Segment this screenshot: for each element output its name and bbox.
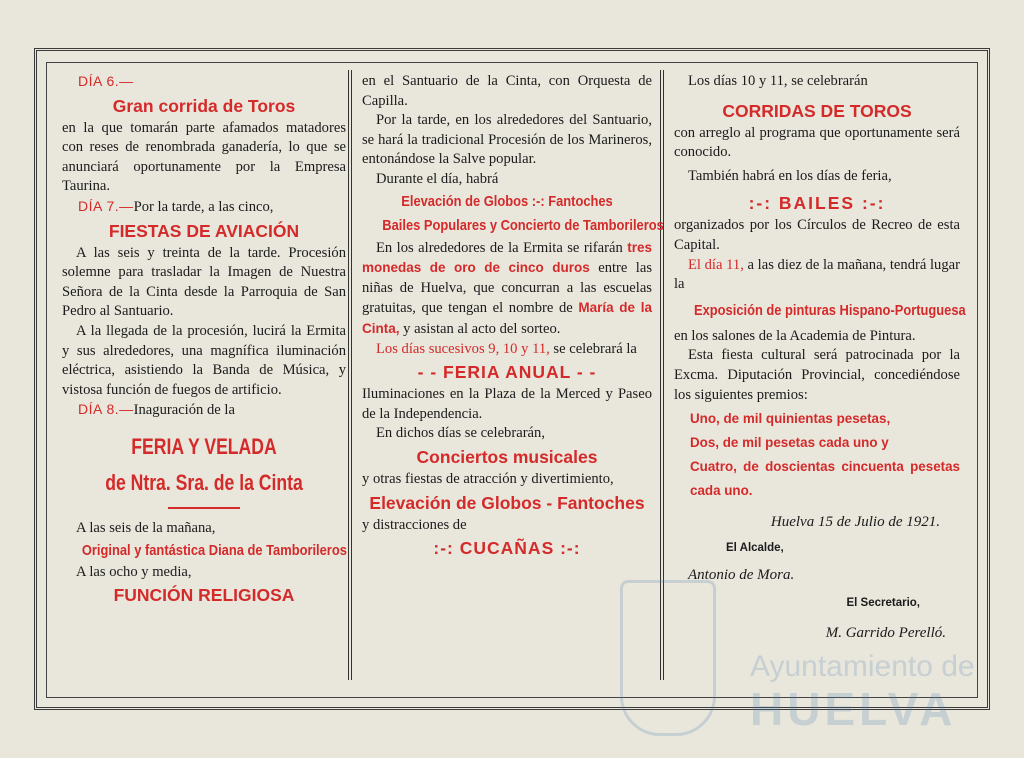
paragraph: Iluminaciones en la Plaza de la Merced y Paseo de la Independencia. [362,386,652,422]
paragraph: A las seis de la mañana, [76,519,216,536]
heading-funcion-religiosa: FUNCIÓN RELIGIOSA [113,585,295,606]
alcalde-label: El Alcalde, [726,541,784,554]
text: En los alrededores de la Ermita se rifarán [376,239,623,256]
heading-diana: Original y fantástica Diana de Tamborileros [81,541,347,559]
paragraph: con arreglo al programa que oportunamente será conocido. [674,124,960,161]
column-2 [362,72,664,561]
heading-feria-velada: FERIA Y VELADA [131,433,277,459]
prize-2: Dos, de mil pesetas cada uno y [690,435,889,451]
column-1 [62,72,346,608]
heading-feria-anual: - - FERIA ANUAL - - [417,362,597,383]
heading-bailes: :-: BAILES :-: [748,193,886,214]
paragraph: Por la tarde, en los alrededores del Santuario, se hará la tradicional Procesión de los Marineros, entonándose la Salve popular. [362,112,652,168]
text: se celebrará la [553,340,637,357]
highlight-dias: Los días sucesivos 9, 10 y 11, [376,340,550,357]
alcalde-signature: Antonio de Mora. [688,567,795,584]
red-divider [168,507,240,509]
paragraph: Durante el día, habrá [376,170,499,187]
paragraph: A las seis y treinta de la tarde. Procesión solemne para trasladar la Imagen de Nuestra Señora de la Cinta desde la Parroquia de San Pedro al Santuario. [62,244,346,320]
heading-cucanas: :-: CUCAÑAS :-: [433,538,581,559]
heading-corridas-toros: CORRIDAS DE TOROS [722,100,912,121]
text: a las diez de la mañana, tendrá lugar la [674,256,960,293]
heading-elevacion-fantoches: Elevación de Globos - Fantoches [369,492,645,513]
paragraph: A las ocho y media, [76,563,192,580]
column-separator [348,70,352,680]
day-label: DÍA 6.— [78,73,134,89]
prize-3: Cuatro, de doscientas cincuenta pesetas cada uno. [690,459,960,499]
paragraph: en los salones de la Academia de Pintura. [674,327,916,344]
day-label: DÍA 7.— [78,197,134,214]
paragraph: También habrá en los días de feria, [688,167,892,184]
text: y asistan al acto del sorteo. [403,320,561,337]
highlight-monedas: tres monedas de oro de cinco duros [362,239,652,276]
heading-exposicion: Exposición de pinturas Hispano-Portuguesa [694,301,966,319]
highlight-dia-11: El día 11, [688,256,744,273]
text: entre las niñas de Huelva, que concurran a las escuelas gratuitas, que tengan el nombre de [362,260,652,317]
heading-conciertos: Conciertos musicales [416,446,598,467]
paragraph: En dichos días se celebrarán, [376,425,545,442]
paragraph: Esta fiesta cultural será patrocinada por la Excma. Diputación Provincial, concediéndose los siguientes premios: [674,347,960,403]
paragraph: Los días 10 y 11, se celebrarán [688,73,868,89]
highlight-maria-cinta: María de la Cinta, [362,300,652,336]
paragraph: y distracciones de [362,516,467,533]
heading-bailes-populares: Bailes Populares y Concierto de Tamborileros [382,216,664,234]
paragraph: en la que tomarán parte afamados matadores con reses de renombrada ganadería, lo que se anunciará oportunamente por la Empresa Taurina. [62,119,346,195]
heading-fiestas-aviacion: FIESTAS DE AVIACIÓN [108,220,300,241]
heading-gran-corrida: Gran corrida de Toros [112,95,296,116]
day-label: DÍA 8.— [78,401,134,418]
day-text: Inaguración de la [133,402,235,419]
paragraph: en el Santuario de la Cinta, con Orquesta de Capilla. [362,73,652,109]
paragraph: y otras fiestas de atracción y divertimiento, [362,470,614,487]
heading-ntra-sra: de Ntra. Sra. de la Cinta [105,469,303,495]
secretario-label: El Secretario, [846,596,920,609]
watermark [600,560,1020,740]
paragraph [674,256,960,295]
paragraph: A la llegada de la procesión, lucirá la Ermita y sus alrededores, una magnífica iluminación eléctrica, asistiendo la Banda de Música, y vistosa función de fuegos de artificio. [62,322,346,398]
coat-of-arms-icon [620,580,716,736]
watermark-line-2: HUELVA [750,683,957,735]
paragraph: organizados por los Círculos de Recreo de esta Capital. [674,217,960,253]
paragraph [362,340,652,360]
prize-1: Uno, de mil quinientas pesetas, [690,411,891,427]
heading-elevacion-globos: Elevación de Globos :-: Fantoches [401,192,613,210]
day-text: Por la tarde, a las cinco, [133,198,274,215]
secretario-signature: M. Garrido Perelló. [825,624,946,641]
date-line: Huelva 15 de Julio de 1921. [770,514,940,531]
paragraph-rifa [362,238,652,340]
watermark-line-1: Ayuntamiento de [750,650,975,683]
column-3 [674,72,966,643]
